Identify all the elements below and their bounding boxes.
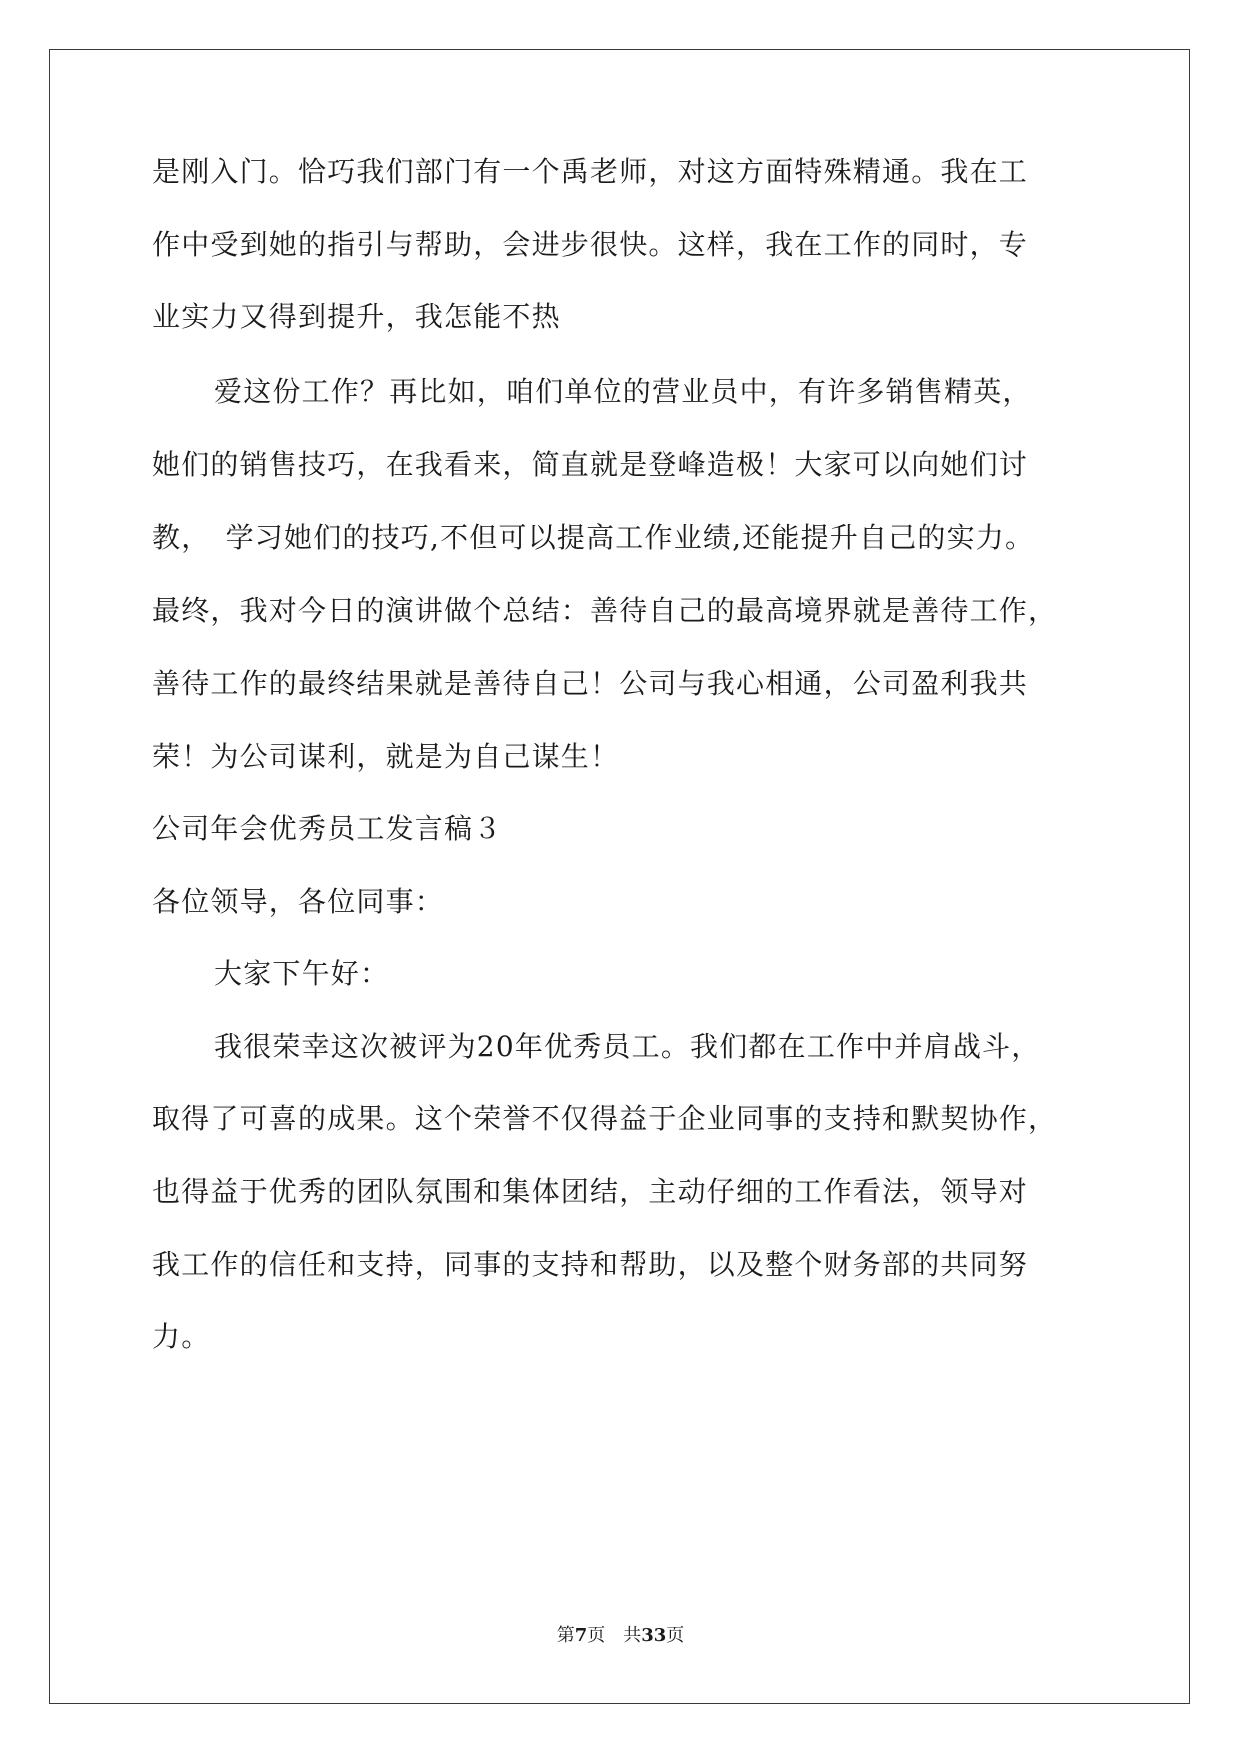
text-line: 教， 学习她们的技巧,不但可以提高工作业绩,还能提升自己的实力。 [152,521,1035,554]
page-suffix: 页 [587,1625,606,1646]
page-prefix: 第 [556,1625,575,1646]
section-title: 公司年会优秀员工发言稿３ [152,812,503,845]
text-line: 是刚入门。恰巧我们部门有一个禹老师，对这方面特殊精通。我在工 [152,155,1029,188]
text-line: 我很荣幸这次被评为20年优秀员工。我们都在工作中并肩战斗， [214,1030,1041,1063]
text-line: 力。 [152,1320,211,1353]
text-line: 爱这份工作？再比如，咱们单位的营业员中，有许多销售精英， [214,375,1032,408]
text-line: 作中受到她的指引与帮助，会进步很快。这样，我在工作的同时，专 [152,228,1029,261]
text-line: 荣！为公司谋利，就是为自己谋生！ [152,740,620,773]
salutation: 各位领导，各位同事： [152,885,445,918]
text-line: 也得益于优秀的团队氛围和集体团结，主动仔细的工作看法，领导对 [152,1175,1029,1208]
text-line: 她们的销售技巧，在我看来，简直就是登峰造极！大家可以向她们讨 [152,448,1029,481]
text-line: 业实力又得到提升，我怎能不热 [152,300,561,333]
greeting: 大家下午好： [214,957,390,990]
total-suffix: 页 [666,1625,685,1646]
text-line: 最终，我对今日的演讲做个总结：善待自己的最高境界就是善待工作， [152,594,1058,627]
text-line: 我工作的信任和支持，同事的支持和帮助，以及整个财务部的共同努 [152,1248,1029,1281]
text-line: 善待工作的最终结果就是善待自己！公司与我心相通，公司盈利我共 [152,667,1029,700]
text-line: 取得了可喜的成果。这个荣誉不仅得益于企业同事的支持和默契协作， [152,1102,1058,1135]
page-number: 7 [574,1625,588,1646]
page-footer [0,1625,1241,1647]
total-pages: 33 [641,1625,667,1646]
total-prefix: 共 [623,1625,642,1646]
page-border [49,49,1190,1704]
